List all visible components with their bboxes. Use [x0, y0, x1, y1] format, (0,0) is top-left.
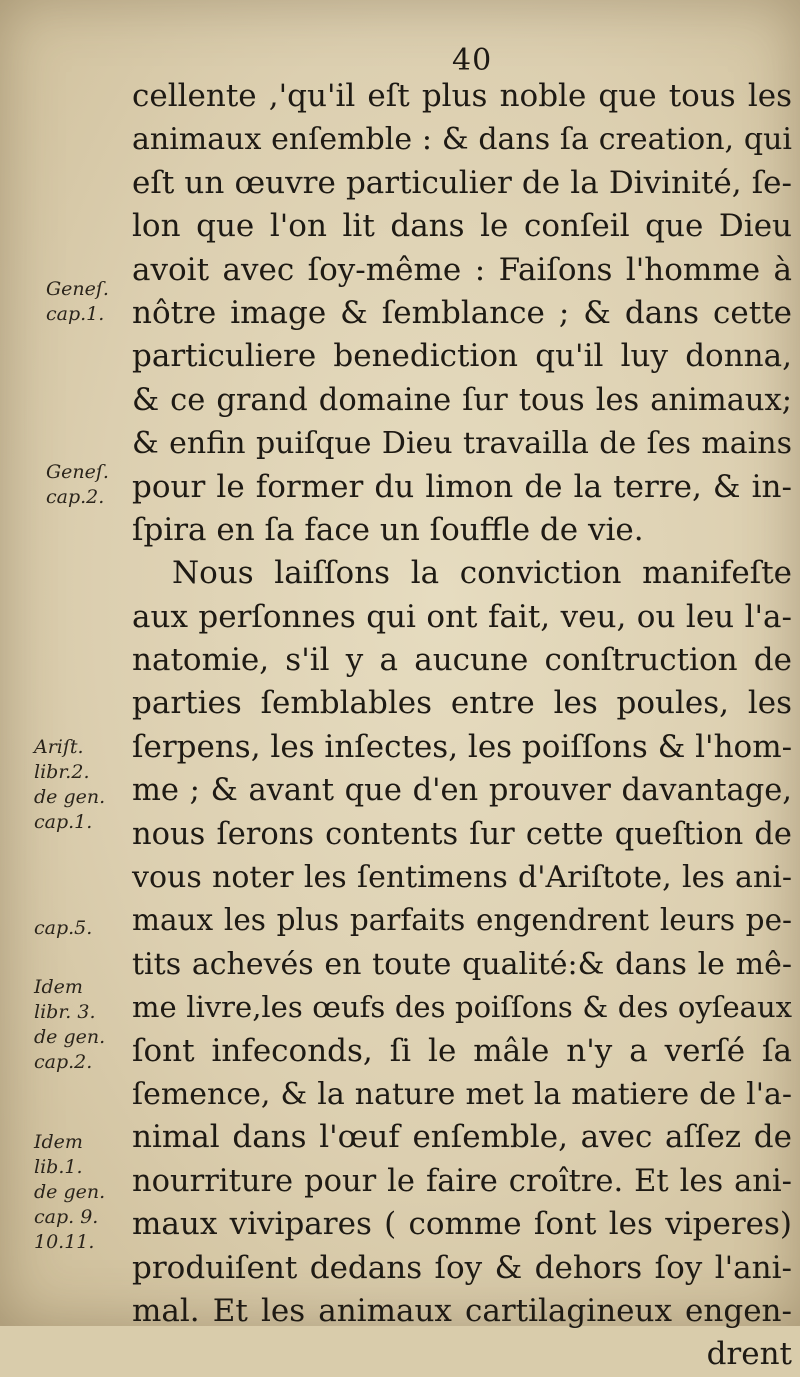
text-line: tits achevés en toute qualité:& dans le mê-: [132, 946, 792, 982]
margin-note-line: Geneſ.: [46, 461, 109, 483]
text-line: nourriture pour le faire croître. Et les ani-: [132, 1163, 792, 1199]
text-line: pour le former du limon de la terre, & in-: [132, 468, 792, 505]
text-line: mal. Et les animaux cartilagineux engen-: [132, 1292, 792, 1329]
margin-notes: [0, 0, 130, 1326]
margin-note-line: cap.1.: [34, 811, 93, 833]
margin-note-line: de gen.: [34, 1026, 106, 1048]
text-line: nimal dans l'œuf enſemble, avec aſſez de: [132, 1119, 792, 1156]
margin-note-line: cap.2.: [46, 486, 105, 508]
text-line: animaux enſemble : & dans ſa creation, qui: [132, 122, 792, 158]
margin-note-line: 10.11.: [34, 1231, 95, 1253]
margin-note-line: libr.2.: [34, 761, 90, 783]
margin-note-line: cap. 9.: [34, 1206, 99, 1228]
margin-note-line: de gen.: [34, 1181, 106, 1203]
text-line: parties ſemblables entre les poules, les: [132, 685, 792, 722]
text-line: produiſent dedans ſoy & dehors ſoy l'ani-: [132, 1249, 792, 1286]
text-line: ſont infeconds, ſi le mâle n'y a verſé ſa: [132, 1032, 792, 1069]
body-text: [132, 75, 792, 1377]
text-line: nôtre image & ſemblance ; & dans cette: [132, 294, 792, 331]
text-line: aux perſonnes qui ont fait, veu, ou leu l'a-: [132, 598, 792, 635]
text-line: ſpira en ſa face un ſouffle de vie.: [132, 511, 644, 548]
margin-note-line: Geneſ.: [46, 278, 109, 300]
paragraph-start-line: Nous laiſſons la conviction manifeſte: [172, 555, 792, 592]
margin-note-idem-1: [34, 975, 105, 1075]
text-line: maux vivipares ( comme ſont les viperes): [132, 1206, 792, 1243]
margin-note-line: de gen.: [34, 786, 106, 808]
margin-note-line: Ariſt.: [34, 736, 84, 758]
margin-note-genes-2: [46, 460, 109, 510]
text-line: ſerpens, les inſectes, les poiſſons & l'hom-: [132, 728, 793, 765]
margin-note-genes-1: [46, 277, 109, 327]
text-line: avoit avec ſoy-même : Faiſons l'homme à: [132, 251, 792, 288]
text-line: eſt un œuvre particulier de la Divinité, ſe-: [132, 164, 792, 201]
margin-note-arist-1: [34, 735, 105, 835]
text-line: maux les plus parfaits engendrent leurs pe-: [132, 903, 792, 938]
text-line: & ce grand domaine ſur tous les animaux;: [132, 382, 792, 418]
margin-note-line: Idem: [34, 1131, 83, 1153]
margin-note-line: libr. 3.: [34, 1001, 96, 1023]
margin-note-line: cap.1.: [46, 303, 105, 325]
page-number: 40: [452, 43, 493, 78]
margin-note-line: cap.5.: [34, 917, 93, 939]
margin-note-line: cap.2.: [34, 1051, 93, 1073]
catchword: drent: [706, 1336, 792, 1373]
text-line: lon que l'on lit dans le conſeil que Dieu: [132, 208, 792, 245]
margin-note-line: Idem: [34, 976, 83, 998]
margin-note-cap-5: [34, 916, 92, 941]
text-line: vous noter les ſentimens d'Ariſtote, les ani-: [132, 860, 792, 896]
text-line: cellente ,'qu'il eſt plus noble que tous les: [132, 78, 792, 114]
text-line: me livre,les œufs des poiſſons & des oyſeaux: [132, 990, 792, 1025]
text-line: particuliere benediction qu'il luy donna,: [132, 338, 792, 375]
text-line: natomie, s'il y a aucune conſtruction de: [132, 642, 792, 679]
text-line: me ; & avant que d'en prouver davantage,: [132, 773, 792, 809]
margin-note-idem-2: [34, 1130, 105, 1255]
text-line: nous ſerons contents ſur cette queſtion de: [132, 816, 792, 852]
text-line: & enfin puiſque Dieu travailla de ſes mains: [132, 426, 792, 462]
text-line: ſemence, & la nature met la matiere de l'a-: [132, 1076, 792, 1112]
margin-note-line: lib.1.: [34, 1156, 83, 1178]
